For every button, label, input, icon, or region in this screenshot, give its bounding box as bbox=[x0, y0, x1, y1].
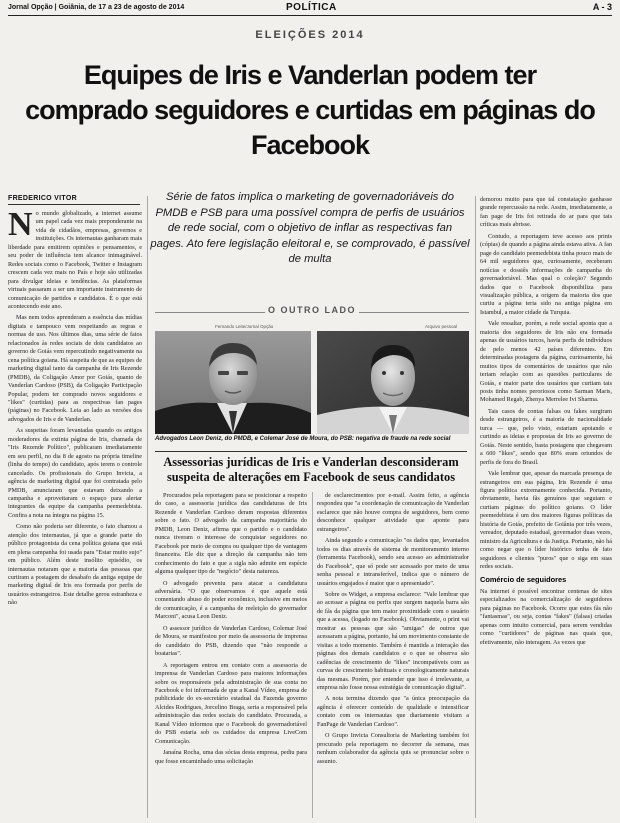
sidebar-title: O OUTRO LADO bbox=[265, 305, 359, 315]
article-column-3 bbox=[317, 492, 469, 818]
paragraph: Vale lembrar que, apesar da marcada presença de estrangeiros em sua página, Iris Rezende é uma figura política extremamente conhecida. Portanto, obviamente, havia fãs genuínos que seguiam e curtiam páginas do político goiano. O líder peemedebista é um dos maiores figuras políticas da história de Goiás, prefeito de Goiânia por três vezes, vereador, deputado estadual, governador duas vezes, ministro da Agricultura e da Justiça. Portanto, não há como negar que o líder histórico tenha de fato seguidores e clientes "puros" que o siga em suas redes sociais. bbox=[480, 470, 612, 571]
column-divider bbox=[147, 196, 148, 818]
page-number: A - 3 bbox=[592, 2, 612, 12]
byline-rule bbox=[8, 204, 140, 205]
paragraph: Procurados pela reportagem para se posicionar a respeito do caso, a assessoria jurídica das candidaturas de Iris Rezende e Vanderlan Cardoso deram respostas diferentes sobre o fato. O advogado da campanha majoritária do PMDB, Leon Deniz, afirma que o partido e o candidato nunca tiveram o interesse de conquistar seguidores no Facebook por meio de compra ou qualquer tipo de vantagem financeira. Ele diz que a direção da campanha não tem conhecimento do fato e que a sigla não admite em espécie alguma qualquer tipo de "negócio" desta natureza. bbox=[155, 492, 307, 576]
paragraph: As suspeitas foram levantadas quando os antigos moderadores da extinta página de Iris, chamada de "Iris Rezende Político", publicaram imediatamente em seu perfil, no dia 8 de agosto na própria timeline (linha do tempo) do candidato, após terem o controle cancelado. Os profissionais do Grupo Invicta, a agência de marketing digital que foi contratada pelo PMDB, anunciaram que estavam deixando a campanha e aproveitaram o espaço para alertar integrantes da equipe da campanha peemedebista. Confira a nota na íntegra na página 15. bbox=[8, 427, 142, 519]
section-subhead: Comércio de seguidores bbox=[480, 575, 567, 585]
paragraph: Na internet é possível encontrar centenas de sites especializados na comercialização de seguidores para páginas no Facebook. Ocorre que estes fãs não "fantasmas", ou seja, contas "fakes" (falsas) criadas apenas com intuito comercial, para serem vendidas como "curtidores" de páginas nas quais que, efetivamente, não interagem. As vezes que bbox=[480, 587, 612, 646]
photo-leon-deniz bbox=[155, 331, 311, 434]
column-divider bbox=[475, 196, 476, 818]
sidebar-box bbox=[155, 304, 469, 444]
article-column-2 bbox=[155, 492, 307, 818]
header-rule bbox=[8, 15, 612, 16]
sidebar-subtitle: Assessorias jurídicas de Iris e Vanderlan desconsideram suspeita de alterações em Facebook de seus candidatos bbox=[163, 455, 459, 484]
byline: FREDERICO VITOR bbox=[8, 195, 77, 202]
publication-info: Jornal Opção | Goiânia, de 17 a 23 de agosto de 2014 bbox=[8, 4, 185, 11]
paragraph: Tais casos de contas falsas ou fakes surgiram desde estrangeiros, é a maioria de nacionalidade turca — que, pelo visto, estariam apoiando e curtindo as ideias e propostas de Iris ao governo de Goiás. Neste sentido, basta postagens que chegavam a 600 "likes", sendo que 80% eram oriundos de perfis de fora do Brasil. bbox=[480, 407, 612, 466]
photo-caption: Advogados Leon Deniz, do PMDB, e Colemar José de Moura, do PSB: negativa de fraude na rede social bbox=[155, 436, 451, 442]
paragraph: A reportagem entrou em contato com a assessoria de imprensa de Vanderlan Cardoso para maiores informações sobre os responsáveis pela administração de sua conta no Facebook e foi informada de que a Kanal Vídeo, empresa de publicidade do ex-secretário estadual da Fazenda governo Alcides Rodrigues, Jorcelino Braga, seria a responsável pela administração das redes sociais do candidato. Procurada, a Kanal Vídeo informou que o Facebook do governadoriável do PSB estaria sob os cuidados da empresa LiveCom Comunicação. bbox=[155, 661, 307, 745]
paragraph: Sobre os Widget, a empresa esclarece: "Vale lembrar que ao acessar a página ou perfis que surgem naquela barra são de fãs da página que tem maior proximidade com o usuário que a acessa, (logado no Facebook). Obviamente, o print vai mostrar as pessoas que são "amigas" de outros que acessaram a página, portanto, há um movimento constante de visitas a todo momento. Também é mantida a interação das páginas dos demais candidatos e o que se observa são cadências de crescimento de "likes" incompatíveis com as curvas de crescimento habituais e cronologicamente naturais das mesmas. Porém, por entender que isso é irrelevante, a empresa não fosse nossa estratégia de comunicação digital". bbox=[317, 590, 469, 691]
paragraph: O Grupo Invicta Consultoria de Marketing também foi procurado pela reportagem no decorrer da semana, mas nenhum colaborador da agência quis se pronunciar sobre o assunto. bbox=[317, 732, 469, 765]
article-column-4 bbox=[480, 196, 612, 818]
deck: Série de fatos implica o marketing de governadoriáveis do PMDB e PSB para uma possível compra de perfis de usuários de rede social, com o objetivo de inflar as respectivas fan pages. Ato fere legislação eleitoral e, se comprovado, é passível de multa bbox=[150, 191, 470, 265]
photo-credit-right: Arquivo pessoal bbox=[425, 324, 458, 329]
paragraph: de esclarecimentos por e-mail. Assim feito, a agência respondeu que "a coordenação de comunicação de Vanderlan esclarece que não houve compra de seguidores, bem como desconhece qualquer atividade que aponte para estrangeiros". bbox=[317, 492, 469, 533]
paragraph: Janaína Rocha, uma das sócias desta empresa, pediu para que fosse encaminhado uma solicitação bbox=[155, 749, 307, 765]
paragraph: Ainda segundo a comunicação "os dados que, levantados todos os dias através de sistema de monitoramento interno (ferramenta Facebook), sendo seu acesso ao administrador do Facebook", que só pode ser acessado por meio de uma senha pessoal e intransferível, indica que o número de usuários engajados é maior que o apresentado". bbox=[317, 537, 469, 587]
paragraph: O assessor jurídico de Vanderlan Cardoso, Colemar José de Moura, se manifestou por meio da assessoria de imprensa do candidato do PSB, dizendo que "não responde a boatarias". bbox=[155, 624, 307, 658]
headline: Equipes de Iris e Vanderlan podem ter comprado seguidores e curtidas em páginas do Facebook bbox=[25, 60, 595, 160]
drop-cap: N bbox=[8, 210, 33, 243]
paragraph: Como não poderia ser diferente, o fato chamou a atenção dos internautas, já que a grande parte do público protagonista da cena política goiana que está em plena campanha foi usada para "Estar muito sujo" em público. Além deste insólito episódio, os internautas notaram que a maioria das pessoas que curtiram a postagem de desabafo da antiga equipe de marketing digital de Iris era formada por perfis de usuários estrangeiros. Este detalhe gerou estranheza e não bbox=[8, 523, 142, 607]
photo-colemar-moura bbox=[317, 331, 469, 434]
paragraph: demorou muito para que tal constatação ganhasse grande repercussão na rede. Assim, imediatamente, a fan page de Iris foi retirada do ar para que tais críticas mais abrisse. bbox=[480, 196, 612, 229]
paragraph: Contudo, a reportagem teve acesso aos prints (cópias) de quando a página ainda estava ativa. A fan page do candidato peemedebista tinha pouco mais de 64 mil seguidores que, curiosamente, receberam notícias e dossiês informações de campanha do governadoriável. Mas qual o coleção? Segundo dados que o Facebook disponibiliza para visualização pública, a origem da maioria dos que curtiu a página teria sido na antiga página em Istambul, a maior cidade da Turquia. bbox=[480, 232, 612, 316]
subtitle-rule bbox=[155, 451, 467, 452]
paragraph: Mas nem todos aprenderam a essência das mídias digitais e tampouco vem respeitando as regras e normas de uso. Nos últimos dias, uma série de fatos relacionados às redes sociais de dois candidatos ao governo de Goiás vem repercutindo negativamente na cena política goiana. Há suspeita de que as equipes de marketing digital tanto da campanha de Iris Rezende (PMDB), da Coligação Amor por Goiás, quanto de Vanderlan Cardoso (PSB), da Coligação Participação Popular, podem ter comprado novos seguidores e "likes" (curtidas) para as respectivas fan pages (páginas) no Facebook. Leia ao lado as versões dos advogados de Iris e de Vanderlan. bbox=[8, 314, 142, 423]
kicker: ELEIÇÕES 2014 bbox=[255, 29, 365, 41]
page-header bbox=[8, 3, 612, 15]
photo-credit-left: Fernando Leite/Jornal Opção bbox=[215, 324, 274, 329]
paragraph: Vale ressaltar, porém, a rede social aponta que a maioria dos seguidores de Iris não era formada apenas de usuários turcos, havia perfis de indivíduos de pelo menos 42 países diferentes. Em determinadas postagens da página, curiosamente, há muitos tipos de comentários de usuários que não teriam relação com as questões particulares de Goiás, e maior parte dos usuários que curtiam tais posts tinha nomes peroriosos como Sarman Maris, Mohamed Regab, Zhenya Merrelee Ivi Sharma. bbox=[480, 320, 612, 404]
article-column-1 bbox=[8, 210, 142, 818]
section-label: POLÍTICA bbox=[286, 2, 337, 13]
column-divider bbox=[312, 492, 313, 818]
paragraph: O advogado preveniu para atacar a candidatura adversária. "O que observamos é que aquele está comentando abuso do poder econômico, inclusive em meios de comunicação, é a campanha de reeleição do governador Marconi", acusa Leon Deniz. bbox=[155, 579, 307, 621]
paragraph: A nota termina dizendo que "a única preocupação da agência é oferecer conteúdo de qualidade e intensificar contato com os internautas que diariamente visitam a FanPage de Vanderlan Cardoso". bbox=[317, 695, 469, 728]
paragraph: No mundo globalizado, a internet assume um papel cada vez mais preponderante na vida de cidadãos, empresas, governos e instituições. Os internautas ganharam mais liberdade para emitirem opiniões e pensamentos, e seu poder de influência tem alcance inimaginável. Redes sociais como o Facebook, Twitter e Instagram crescem cada vez mais no País e hoje são utilizadas para divulgar ideias e tendências. As plataformas virtuais passaram a ser um importante instrumento de comunicação de partidos e candidatos. É o que está acontecendo este ano. bbox=[8, 210, 142, 310]
